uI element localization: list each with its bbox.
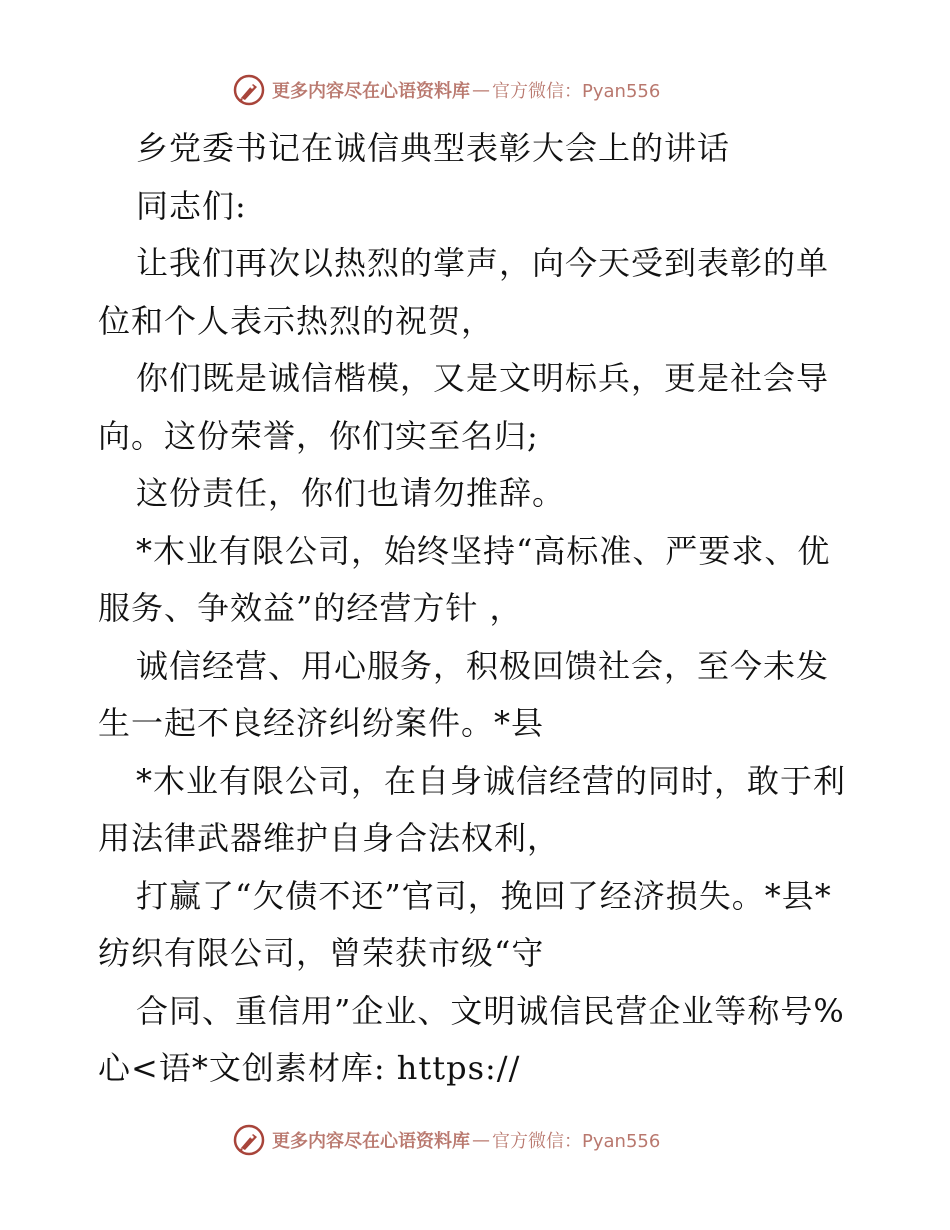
paragraph: 打赢了“欠债不还”官司，挽回了经济损失。*县*纺织有限公司，曾荣获市级“守: [98, 876, 832, 972]
paragraph: 合同、重信用”企业、文明诚信民营企业等称号%心<语*文创素材库: https://: [98, 991, 845, 1087]
header-banner-text: 更多内容尽在心语资料库: [272, 81, 470, 102]
footer-banner-text: 更多内容尽在心语资料库: [272, 1131, 470, 1152]
footer-banner-separator: —: [472, 1129, 490, 1151]
pen-nib-logo-icon: [232, 1123, 266, 1157]
footer-banner: [232, 1120, 660, 1160]
paragraph: *木业有限公司，始终坚持“高标准、严要求、优服务、争效益”的经营方针 ，: [98, 531, 831, 627]
pen-nib-logo-icon: [232, 73, 266, 107]
header-banner-contact: 官方微信：Pyan556: [492, 81, 661, 102]
document-title: 乡党委书记在诚信典型表彰大会上的讲话: [136, 129, 731, 167]
paragraph: 让我们再次以热烈的掌声，向今天受到表彰的单位和个人表示热烈的祝贺，: [98, 244, 830, 340]
paragraph: 这份责任，你们也请勿推辞。: [136, 474, 566, 512]
document-body: [98, 120, 858, 1098]
salutation: 同志们:: [136, 186, 247, 225]
header-banner-separator: —: [472, 79, 490, 101]
paragraph: 诚信经营、用心服务，积极回馈社会，至今未发生一起不良经济纠纷案件。*县: [98, 646, 830, 742]
footer-banner-contact: 官方微信：Pyan556: [492, 1131, 661, 1152]
header-banner: [232, 70, 660, 110]
paragraph: *木业有限公司，在自身诚信经营的同时，敢于利用法律武器维护自身合法权利，: [98, 761, 847, 857]
paragraph: 你们既是诚信楷模，又是文明标兵，更是社会导向。这份荣誉，你们实至名归;: [98, 359, 830, 455]
